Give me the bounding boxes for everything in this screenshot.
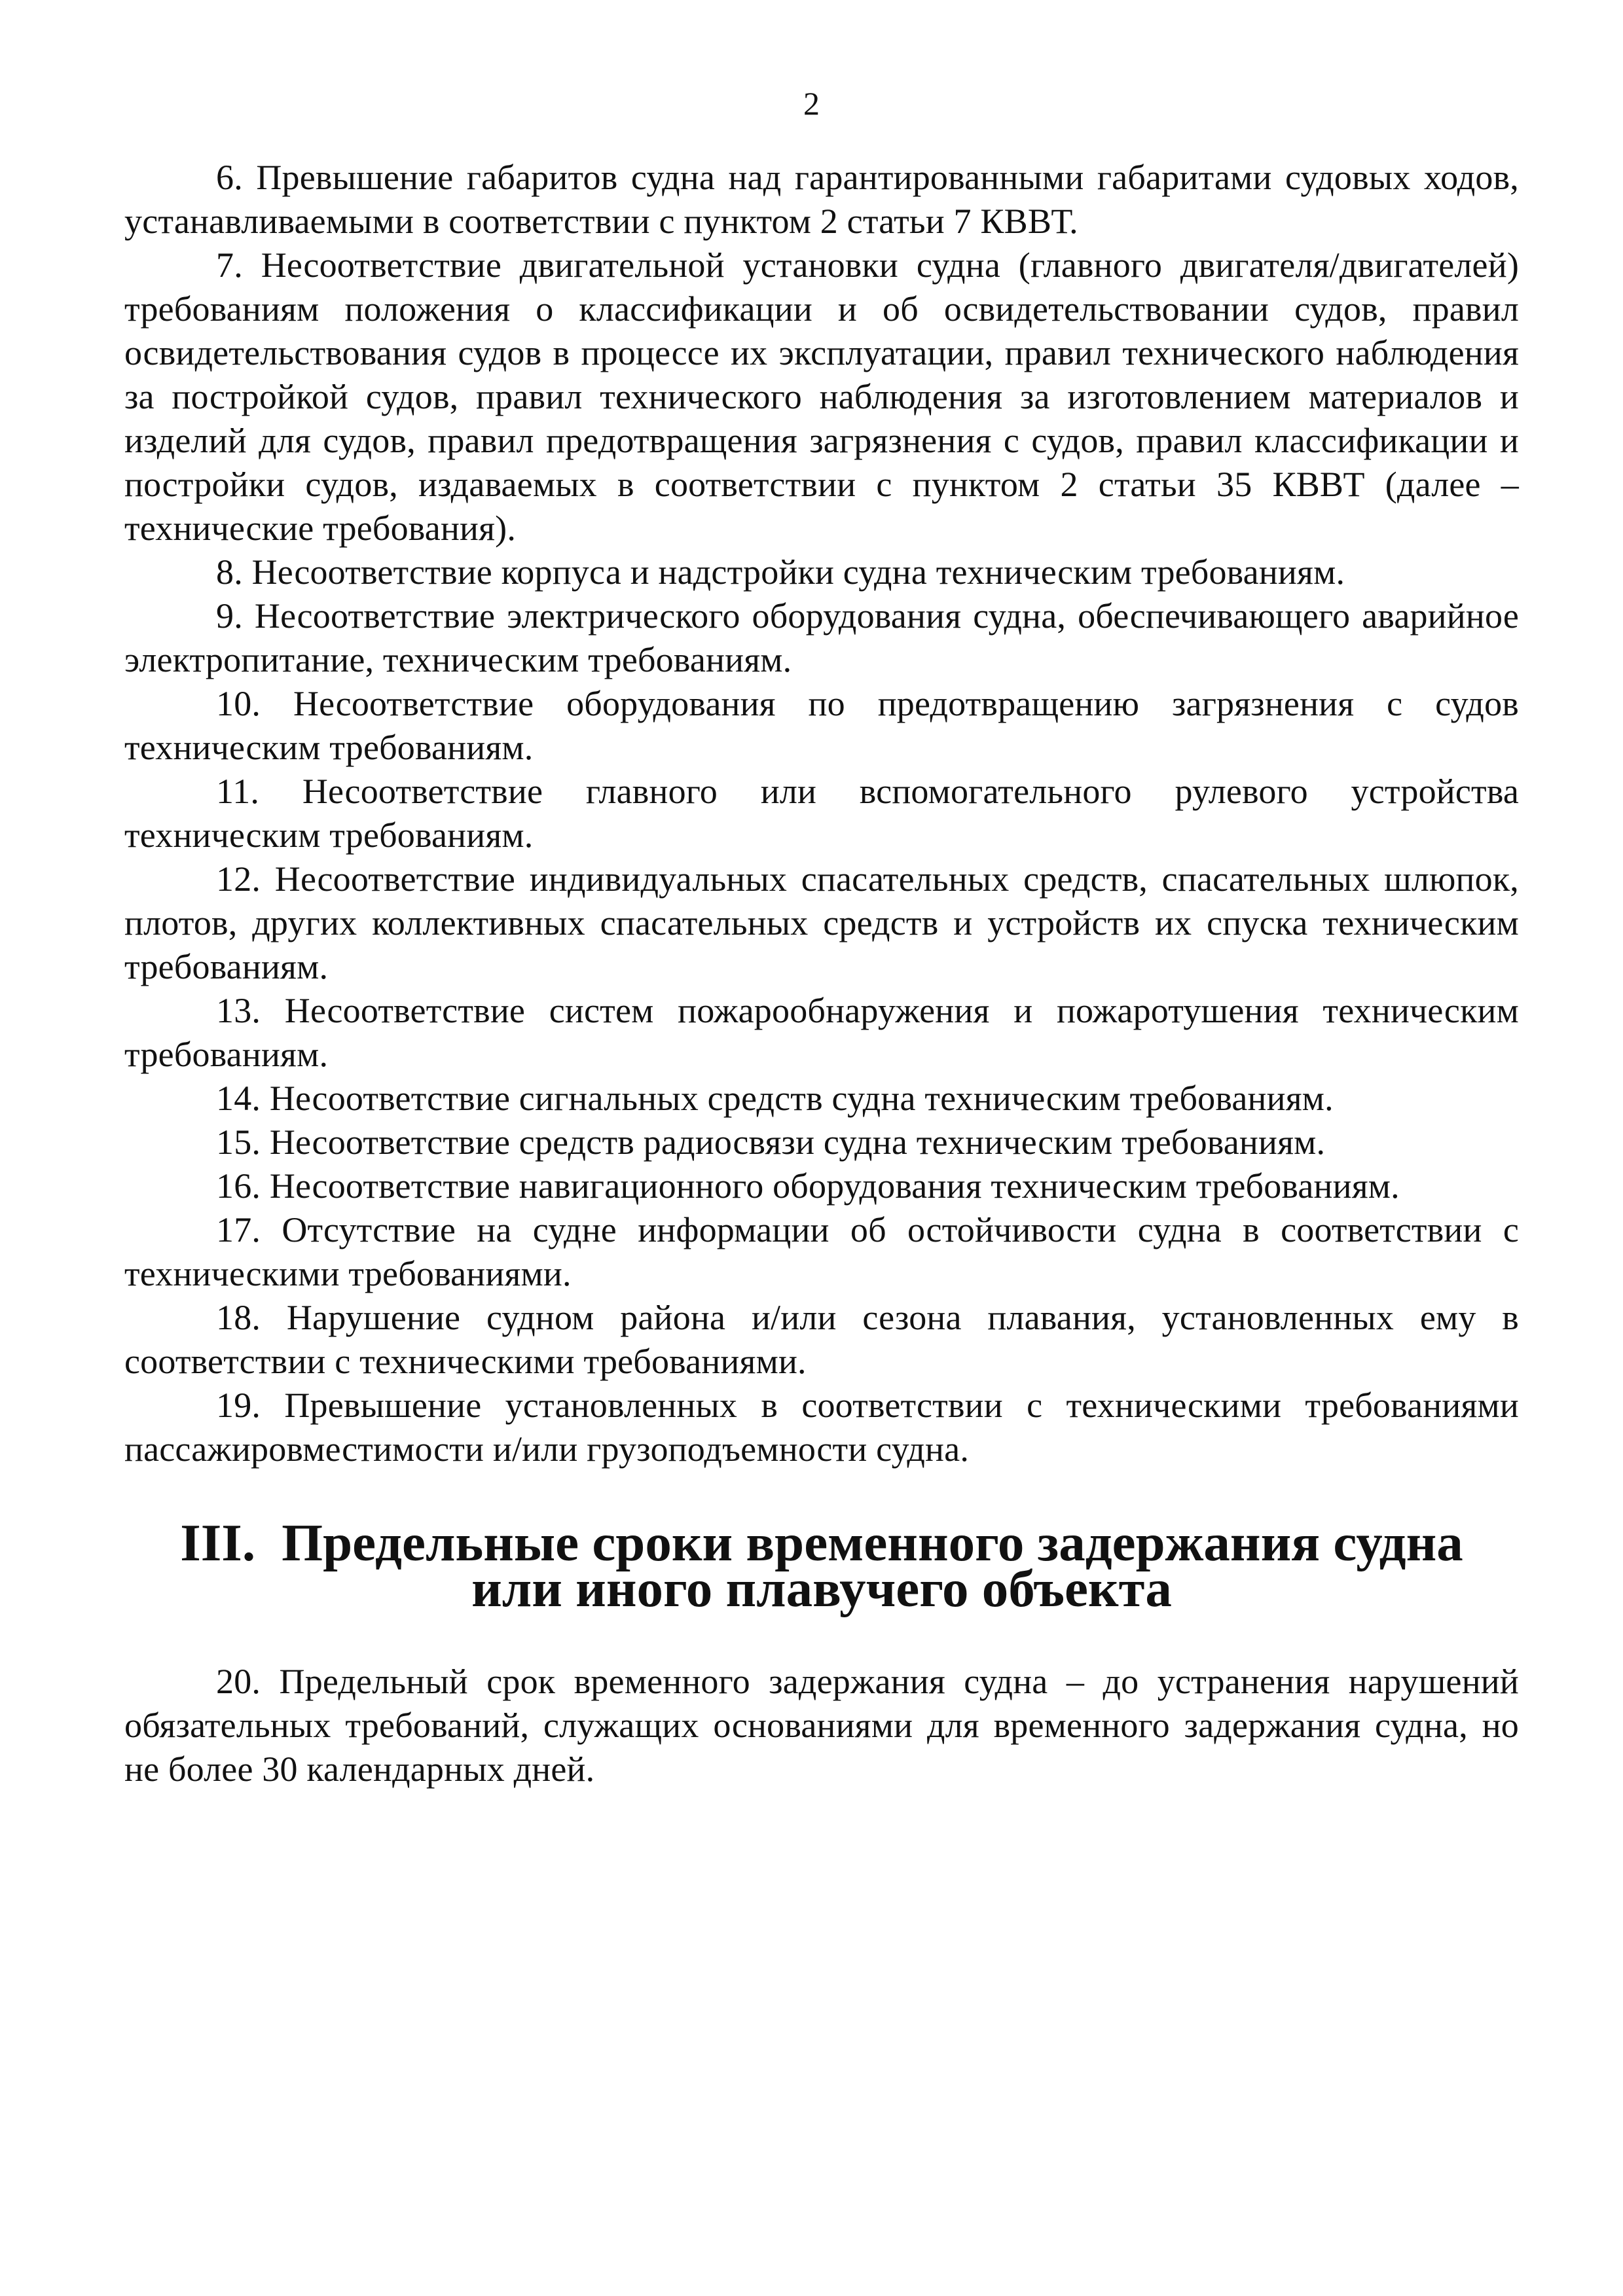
item-text: Превышение установленных в соответствии с техническими требованиями пассажировместимости и/или грузоподъемности судна. — [124, 1386, 1519, 1469]
list-item-6 — [124, 156, 1519, 243]
document-body — [124, 156, 1519, 1791]
item-text: Несоответствие двигательной установки судна (главного двигателя/двигателей) требованиям положения о классификации и об освидетельствовании судов, правил освидетельствования судов в процессе их эксплуатации, правил технического наблюдения за постройкой судов, правил технического наблюдения за изготовлением материалов и изделий для судов, правил предотвращения загрязнения с судов, правил классификации и постройки судов, издаваемых в соответствии с пунктом 2 статьи 35 КВВТ (далее – технические требования). — [124, 245, 1520, 548]
list-item-16 — [124, 1164, 1519, 1208]
item-number: 12. — [216, 859, 261, 899]
item-number: 6. — [216, 158, 243, 197]
item-number: 18. — [216, 1298, 261, 1337]
list-item-18 — [124, 1296, 1519, 1384]
item-text: Несоответствие навигационного оборудования техническим требованиям. — [269, 1166, 1400, 1206]
list-item-12 — [124, 857, 1519, 989]
item-text: Несоответствие корпуса и надстройки судна техническим требованиям. — [251, 552, 1345, 592]
item-text: Несоответствие систем пожарообнаружения и пожаротушения техническим требованиям. — [124, 991, 1520, 1074]
list-item-9 — [124, 594, 1519, 682]
list-item-20 — [124, 1660, 1519, 1791]
item-number: 19. — [216, 1386, 261, 1425]
item-text: Несоответствие сигнальных средств судна техническим требованиям. — [269, 1079, 1334, 1118]
item-text: Отсутствие на судне информации об остойчивости судна в соответствии с техническими требованиями. — [124, 1210, 1519, 1293]
list-item-10 — [124, 682, 1519, 770]
item-text: Несоответствие оборудования по предотвращению загрязнения с судов техническим требованиям. — [124, 684, 1519, 767]
list-item-19 — [124, 1384, 1519, 1471]
list-item-11 — [124, 770, 1519, 857]
item-text: Несоответствие индивидуальных спасательных средств, спасательных шлюпок, плотов, других коллективных спасательных средств и устройств их спуска техническим требованиям. — [124, 859, 1519, 986]
list-item-7 — [124, 243, 1519, 550]
item-text: Несоответствие средств радиосвязи судна техническим требованиям. — [269, 1122, 1326, 1162]
item-text: Несоответствие главного или вспомогательного рулевого устройства техническим требованиям. — [124, 772, 1519, 855]
item-number: 10. — [216, 684, 261, 723]
section-heading — [124, 1513, 1519, 1618]
item-number: 15. — [216, 1122, 261, 1162]
item-text: Предельный срок временного задержания судна – до устранения нарушений обязательных требований, служащих основаниями для временного задержания судна, но не более 30 календарных дней. — [124, 1662, 1519, 1789]
item-text: Несоответствие электрического оборудования судна, обеспечивающего аварийное электропитание, техническим требованиям. — [124, 596, 1520, 679]
item-number: 8. — [216, 552, 243, 592]
list-item-13 — [124, 989, 1519, 1077]
item-number: 13. — [216, 991, 261, 1030]
list-item-8 — [124, 550, 1519, 594]
list-item-15 — [124, 1121, 1519, 1164]
item-number: 20. — [216, 1662, 261, 1701]
item-text: Превышение габаритов судна над гарантированными габаритами судовых ходов, устанавливаемыми в соответствии с пунктом 2 статьи 7 КВВТ. — [124, 158, 1519, 241]
item-text: Нарушение судном района и/или сезона плавания, установленных ему в соответствии с техническими требованиями. — [124, 1298, 1520, 1381]
item-number: 11. — [216, 772, 260, 811]
item-number: 16. — [216, 1166, 261, 1206]
item-number: 14. — [216, 1079, 261, 1118]
item-number: 7. — [216, 245, 243, 285]
list-item-17 — [124, 1208, 1519, 1296]
section-title: Предельные сроки временного задержания судна или иного плавучего объекта — [282, 1513, 1463, 1618]
page-number: 2 — [803, 85, 820, 122]
item-number: 9. — [216, 596, 243, 636]
list-item-14 — [124, 1077, 1519, 1121]
section-number: III. — [180, 1513, 256, 1572]
item-number: 17. — [216, 1210, 261, 1249]
